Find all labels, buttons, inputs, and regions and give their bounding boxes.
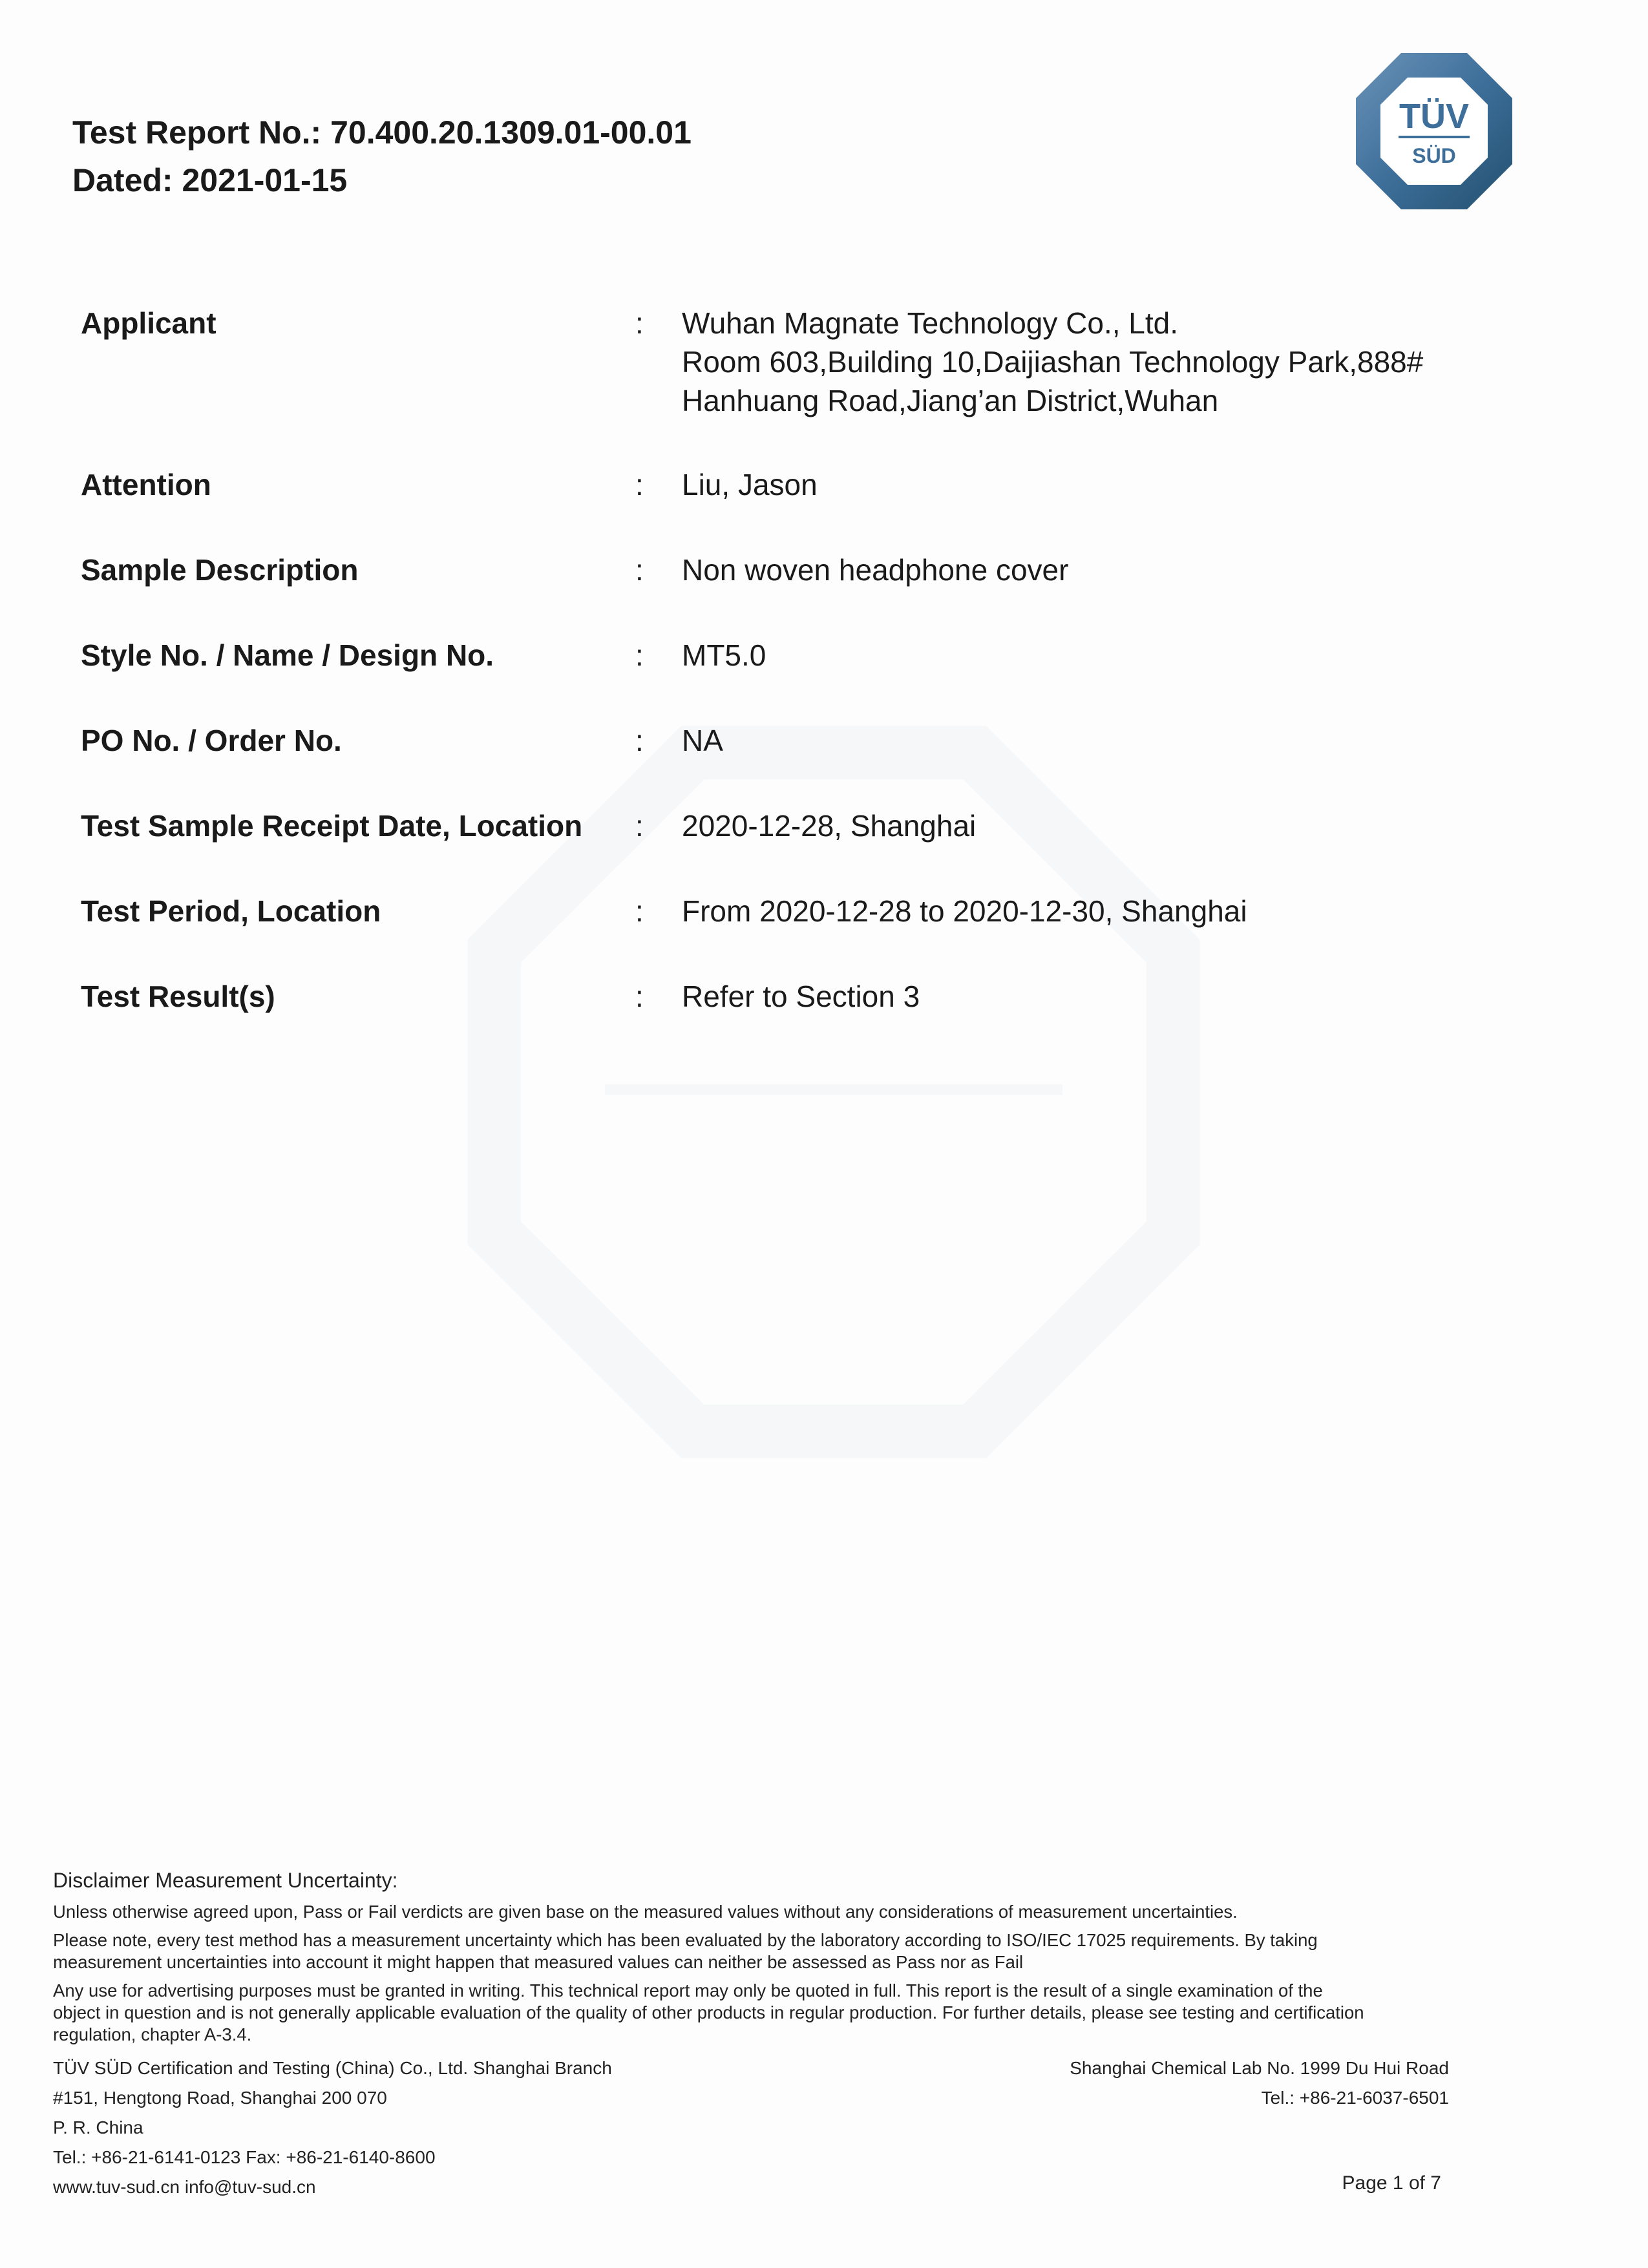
field-label: Attention xyxy=(81,468,211,501)
field-value: Liu, Jason xyxy=(682,468,818,501)
logo-top-text: TÜV xyxy=(1399,97,1469,136)
page-number: Page 1 of 7 xyxy=(1342,2172,1441,2194)
tuv-sud-logo xyxy=(1355,52,1514,211)
disclaimer-paragraph-2 xyxy=(53,1929,1475,1973)
field-colon: : xyxy=(635,980,644,1013)
disclaimer-line: measurement uncertainties into account it might happen that measured values can neither be assessed as Pass nor as Fail xyxy=(53,1952,1024,1972)
disclaimer-line: regulation, chapter A-3.4. xyxy=(53,2024,252,2044)
field-value: MT5.0 xyxy=(682,638,766,672)
disclaimer-line: Any use for advertising purposes must be granted in writing. This technical report may only be quoted in full. This report is the result of a single examination of the xyxy=(53,1980,1323,2000)
footer-lab-info xyxy=(1070,2053,1449,2113)
field-value xyxy=(682,304,1423,420)
applicant-address-line-2: Hanhuang Road,Jiang’an District,Wuhan xyxy=(682,384,1219,417)
footer-address-line-2: P. R. China xyxy=(53,2117,143,2137)
field-label: PO No. / Order No. xyxy=(81,724,342,757)
report-date: Dated: 2021-01-15 xyxy=(72,162,348,198)
footer-lab-tel: Tel.: +86-21-6037-6501 xyxy=(1261,2088,1449,2108)
field-label: Style No. / Name / Design No. xyxy=(81,638,494,672)
field-colon: : xyxy=(635,553,644,587)
field-colon: : xyxy=(635,468,644,501)
field-label: Test Sample Receipt Date, Location xyxy=(81,809,583,843)
disclaimer-section xyxy=(53,1866,1475,2052)
field-colon: : xyxy=(635,724,644,757)
field-colon: : xyxy=(635,809,644,843)
field-colon: : xyxy=(635,638,644,672)
disclaimer-title: Disclaimer Measurement Uncertainty: xyxy=(53,1869,398,1892)
field-value: From 2020-12-28 to 2020-12-30, Shanghai xyxy=(682,894,1247,928)
footer-tel-fax: Tel.: +86-21-6141-0123 Fax: +86-21-6140-8600 xyxy=(53,2147,436,2167)
field-value: Non woven headphone cover xyxy=(682,553,1069,587)
field-value: 2020-12-28, Shanghai xyxy=(682,809,977,843)
field-colon: : xyxy=(635,894,644,928)
footer-web-email: www.tuv-sud.cn info@tuv-sud.cn xyxy=(53,2177,316,2197)
field-value: NA xyxy=(682,724,723,757)
field-label: Applicant xyxy=(81,306,217,340)
field-label: Test Result(s) xyxy=(81,980,275,1013)
disclaimer-line: Unless otherwise agreed upon, Pass or Fail verdicts are given base on the measured values without any considerations of measurement uncertainties. xyxy=(53,1902,1238,1922)
footer-address-line-1: #151, Hengtong Road, Shanghai 200 070 xyxy=(53,2088,387,2108)
disclaimer-line: Please note, every test method has a measurement uncertainty which has been evaluated by the laboratory according to ISO/IEC 17025 requirements. By taking xyxy=(53,1930,1318,1950)
disclaimer-line: object in question and is not generally applicable evaluation of the quality of other products in regular production. For further details, please see testing and certification xyxy=(53,2002,1364,2022)
applicant-address-line-1: Room 603,Building 10,Daijiashan Technology Park,888# xyxy=(682,345,1424,379)
footer-lab-address: Shanghai Chemical Lab No. 1999 Du Hui Road xyxy=(1070,2058,1449,2078)
field-colon: : xyxy=(635,306,644,340)
footer-company-info xyxy=(53,2053,612,2202)
logo-bottom-text: SÜD xyxy=(1412,144,1456,167)
footer-company: TÜV SÜD Certification and Testing (China) Co., Ltd. Shanghai Branch xyxy=(53,2058,612,2078)
report-number: Test Report No.: 70.400.20.1309.01-00.01 xyxy=(72,114,692,151)
field-value: Refer to Section 3 xyxy=(682,980,920,1013)
disclaimer-paragraph-1 xyxy=(53,1901,1475,1923)
applicant-name: Wuhan Magnate Technology Co., Ltd. xyxy=(682,306,1179,340)
report-header xyxy=(72,109,692,204)
field-label: Sample Description xyxy=(81,553,359,587)
field-label: Test Period, Location xyxy=(81,894,381,928)
disclaimer-paragraph-3 xyxy=(53,1980,1475,2046)
